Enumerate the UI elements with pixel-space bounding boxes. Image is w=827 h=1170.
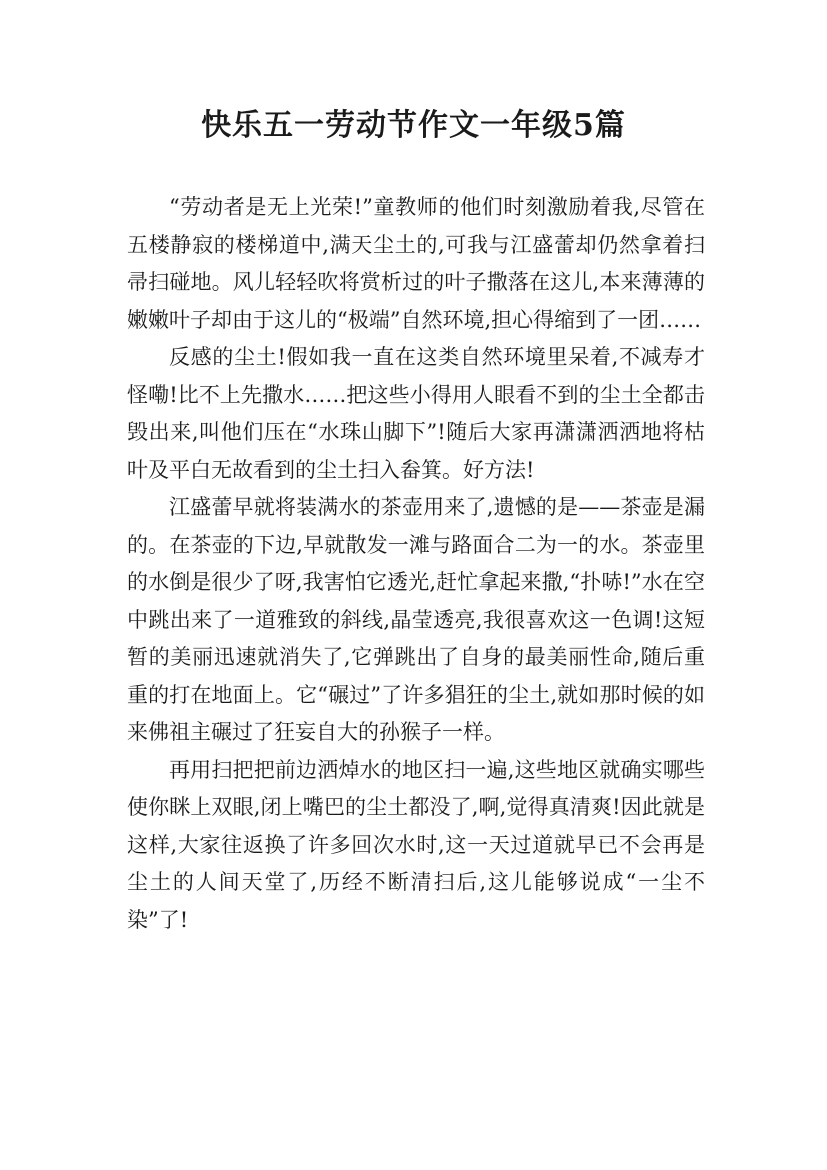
- paragraph: “劳动者是无上光荣!”童教师的他们时刻激励着我,尽管在五楼静寂的楼梯道中,满天尘土的,可我与江盛蕾却仍然拿着扫帚扫碰地。风儿轻轻吹将赏析过的叶子撒落在这儿,本来薄薄的嫩嫩叶子却由于这儿的“极端”自然环境,担心得缩到了一团……: [127, 195, 705, 332]
- document-title: 快乐五一劳动节作文一年级5篇: [201, 108, 626, 143]
- paragraph: 再用扫把把前边洒焯水的地区扫一遍,这些地区就确实哪些使你眯上双眼,闭上嘴巴的尘土都没了,啊,觉得真清爽!因此就是这样,大家往返换了许多回次水时,这一天过道就早已不会再是尘土的人间天堂了,历经不断清扫后,这儿能够说成“一尘不染”了!: [127, 757, 705, 932]
- document-body: [127, 189, 705, 939]
- paragraph: 反感的尘土!假如我一直在这类自然环境里呆着,不减寿才怪嘞!比不上先撒水……把这些小得用人眼看不到的尘土全都击毁出来,叫他们压在“水珠山脚下”!随后大家再潇潇洒洒地将枯叶及平白无故看到的尘土扫入畚箕。好方法!: [127, 345, 705, 482]
- paragraph: 江盛蕾早就将装满水的茶壶用来了,遗憾的是——茶壶是漏的。在茶壶的下边,早就散发一滩与路面合二为一的水。茶壶里的水倒是很少了呀,我害怕它透光,赶忙拿起来撒,“扑哧!”水在空中跳出来了一道雅致的斜线,晶莹透亮,我很喜欢这一色调!这短暂的美丽迅速就消失了,它弹跳出了自身的最美丽性命,随后重重的打在地面上。它“碾过”了许多猖狂的尘土,就如那时候的如来佛祖主碾过了狂妄自大的孙猴子一样。: [127, 495, 705, 744]
